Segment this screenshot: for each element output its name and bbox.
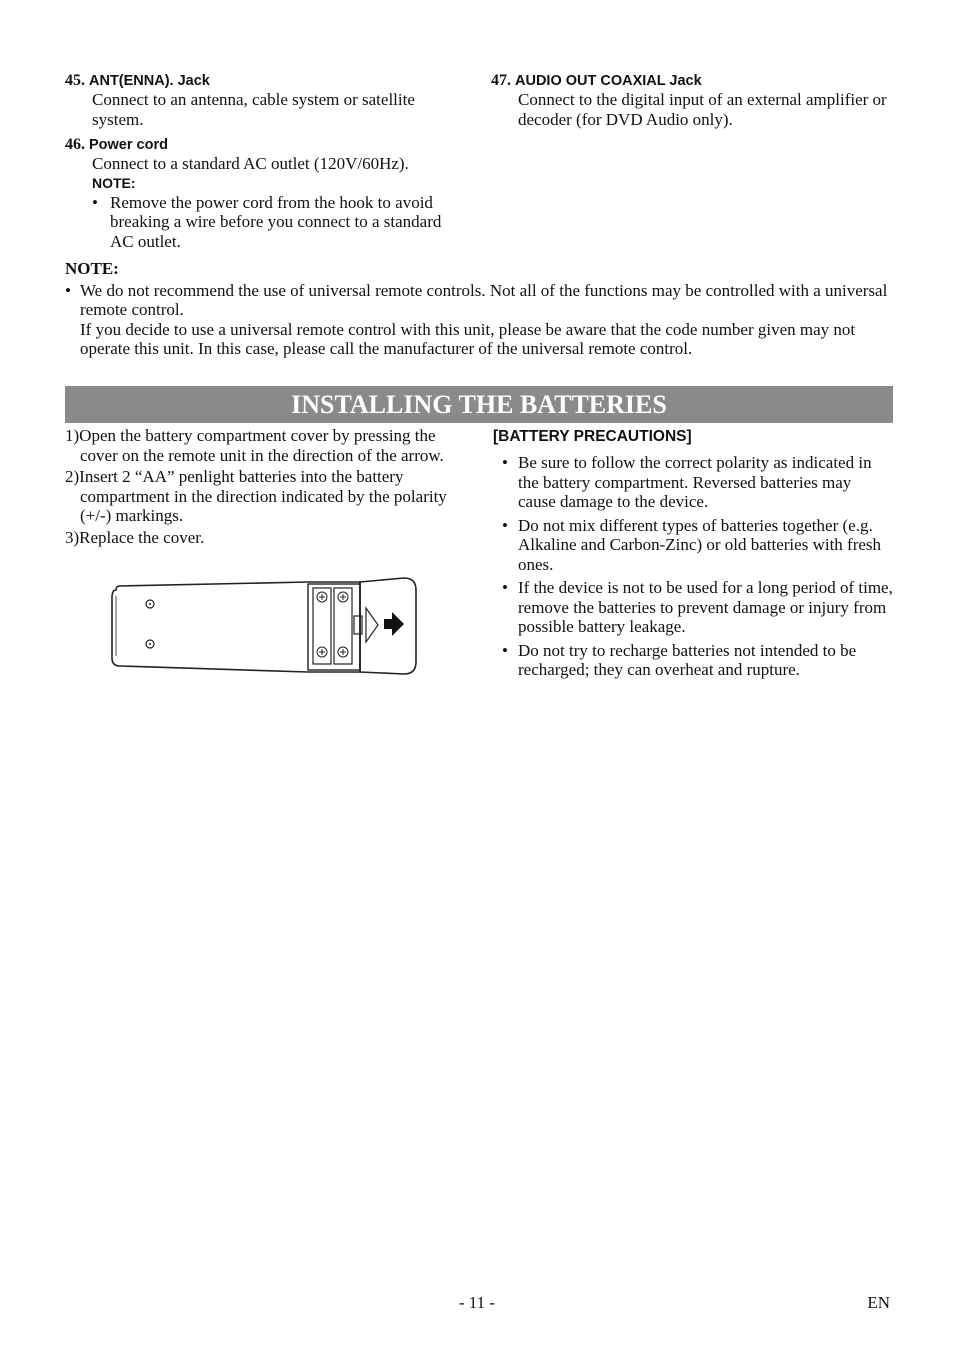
item-number: 47. [491, 72, 511, 89]
item-description: Connect to the digital input of an external amplifier or decoder (for DVD Audio only). [518, 90, 887, 129]
item-note [65, 193, 460, 252]
item-note-label: NOTE: [92, 174, 136, 191]
item-title: ANT(ENNA). Jack [89, 73, 210, 89]
step: 1)Open the battery compartment cover by pressing the cover on the remote unit in the direction of the arrow. [65, 426, 444, 465]
item-47 [491, 72, 891, 129]
bullet-icon: • [65, 280, 71, 300]
bullet-icon: • [92, 192, 98, 212]
step: 3)Replace the cover. [65, 527, 205, 547]
item-number: 46. [65, 136, 85, 153]
precaution-text: Do not mix different types of batteries together (e.g. Alkaline and Carbon-Zinc) or old batteries with fresh ones. [518, 515, 882, 574]
bullet-icon: • [502, 515, 508, 535]
bullet-icon: • [502, 578, 508, 597]
battery-precautions [493, 428, 893, 684]
precaution-text: Do not try to recharge batteries not intended to be recharged; they can overheat and rupture. [518, 640, 857, 679]
precaution-text: If the device is not to be used for a long period of time, remove the batteries to prevent damage or injury from possible battery leakage. [518, 578, 893, 636]
page-number: - 11 - [458, 1293, 496, 1312]
install-steps [65, 426, 460, 549]
item-46 [65, 136, 460, 251]
item-title: Power cord [89, 137, 168, 153]
precautions-list [493, 453, 893, 680]
item-note-text: Remove the power cord from the hook to avoid breaking a wire before you connect to a standard AC outlet. [110, 192, 442, 251]
bullet-icon: • [502, 640, 508, 660]
precaution-text: Be sure to follow the correct polarity as indicated in the battery compartment. Reversed batteries may cause damage to the device. [518, 453, 872, 511]
general-note [65, 259, 895, 359]
item-title: AUDIO OUT COAXIAL Jack [515, 73, 702, 89]
remote-control-icon [108, 576, 420, 676]
section-title: INSTALLING THE BATTERIES [65, 386, 893, 423]
bullet-icon: • [502, 453, 508, 472]
list-item [502, 453, 893, 512]
note-paragraph: We do not recommend the use of universal remote controls. Not all of the functions may be controlled with a universal remote control. [80, 280, 888, 319]
list-item [502, 516, 893, 575]
item-number: 45. [65, 72, 85, 89]
list-item [502, 641, 893, 680]
note-label: NOTE: [65, 259, 119, 278]
remote-battery-illustration [108, 576, 420, 676]
language-label: EN [867, 1293, 890, 1312]
note-bullet [65, 281, 895, 359]
item-description: Connect to a standard AC outlet (120V/60Hz). [92, 154, 409, 173]
item-45 [65, 72, 465, 129]
step: 2)Insert 2 “AA” penlight batteries into the battery compartment in the direction indicated by the polarity (+/-) markings. [65, 467, 447, 525]
precautions-title: [BATTERY PRECAUTIONS] [493, 428, 692, 445]
list-item [502, 578, 893, 637]
note-paragraph: If you decide to use a universal remote control with this unit, please be aware that the code number given may not operate this unit. In this case, please call the manufacturer of the universal remote control. [80, 319, 856, 358]
item-description: Connect to an antenna, cable system or satellite system. [92, 90, 415, 129]
